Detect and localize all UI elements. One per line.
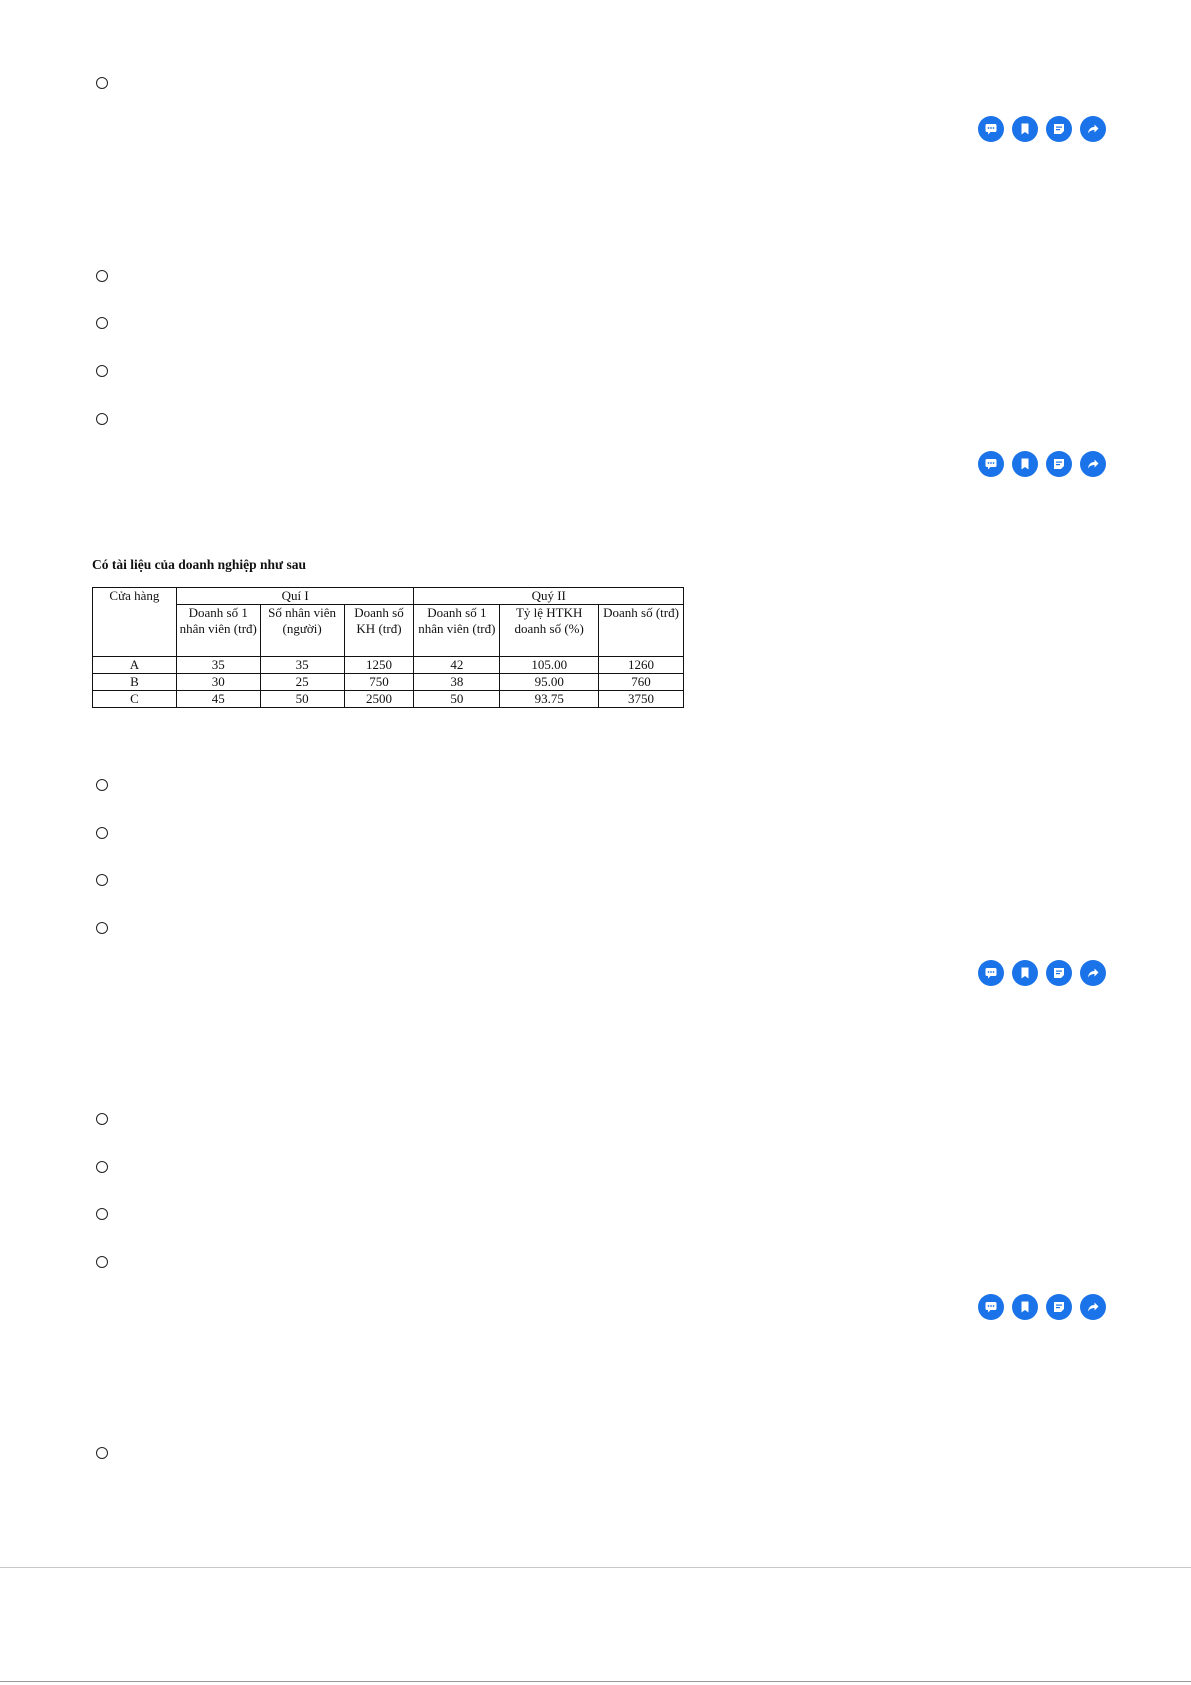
answer-radio[interactable] — [96, 874, 108, 886]
comment-button[interactable] — [978, 1294, 1004, 1320]
bookmark-button[interactable] — [1012, 116, 1038, 142]
share-button[interactable] — [1080, 1294, 1106, 1320]
note-icon — [1052, 122, 1066, 136]
table-header: Doanh số 1 nhân viên (trđ) — [176, 605, 260, 657]
bottom-edge — [0, 1681, 1191, 1682]
table-header: Doanh số KH (trđ) — [344, 605, 414, 657]
note-icon — [1052, 966, 1066, 980]
comment-icon — [984, 1300, 998, 1314]
data-table — [92, 587, 684, 708]
note-icon — [1052, 457, 1066, 471]
table-cell: 42 — [414, 657, 500, 674]
table-cell: 50 — [414, 691, 500, 708]
comment-icon — [984, 966, 998, 980]
answer-radio[interactable] — [96, 77, 108, 89]
table-header: Tỷ lệ HTKH doanh số (%) — [500, 605, 599, 657]
question-actions — [978, 451, 1106, 477]
table-header-row — [93, 588, 684, 605]
table-row — [93, 691, 684, 708]
question-actions — [978, 116, 1106, 142]
table-cell: 1250 — [344, 657, 414, 674]
note-button[interactable] — [1046, 960, 1072, 986]
share-button[interactable] — [1080, 451, 1106, 477]
table-cell: 35 — [176, 657, 260, 674]
question-actions — [978, 960, 1106, 986]
note-button[interactable] — [1046, 116, 1072, 142]
table-cell: A — [93, 657, 177, 674]
answer-radio[interactable] — [96, 1447, 108, 1459]
share-button[interactable] — [1080, 116, 1106, 142]
answer-radio[interactable] — [96, 1208, 108, 1220]
table-subheader-row — [93, 605, 684, 657]
table-header: Số nhân viên (người) — [260, 605, 344, 657]
share-icon — [1086, 966, 1100, 980]
table-cell: 105.00 — [500, 657, 599, 674]
comment-icon — [984, 457, 998, 471]
share-button[interactable] — [1080, 960, 1106, 986]
table-cell: 25 — [260, 674, 344, 691]
comment-icon — [984, 122, 998, 136]
bookmark-icon — [1018, 966, 1032, 980]
table-cell: 95.00 — [500, 674, 599, 691]
table-cell: 50 — [260, 691, 344, 708]
table-cell: 3750 — [599, 691, 684, 708]
note-button[interactable] — [1046, 451, 1072, 477]
share-icon — [1086, 457, 1100, 471]
table-row — [93, 657, 684, 674]
table-header: Quí I — [176, 588, 414, 605]
table-cell: 45 — [176, 691, 260, 708]
answer-radio[interactable] — [96, 1113, 108, 1125]
page-divider — [0, 1567, 1191, 1568]
answer-radio[interactable] — [96, 365, 108, 377]
comment-button[interactable] — [978, 960, 1004, 986]
share-icon — [1086, 1300, 1100, 1314]
table-cell: B — [93, 674, 177, 691]
answer-radio[interactable] — [96, 1256, 108, 1268]
table-cell: 35 — [260, 657, 344, 674]
table-header: Doanh số 1 nhân viên (trđ) — [414, 605, 500, 657]
table-cell: 750 — [344, 674, 414, 691]
question-actions — [978, 1294, 1106, 1320]
table-header: Cửa hàng — [93, 588, 177, 657]
answer-radio[interactable] — [96, 317, 108, 329]
bookmark-button[interactable] — [1012, 1294, 1038, 1320]
table-cell: 38 — [414, 674, 500, 691]
table-row — [93, 674, 684, 691]
bookmark-button[interactable] — [1012, 960, 1038, 986]
table-cell: 760 — [599, 674, 684, 691]
note-icon — [1052, 1300, 1066, 1314]
bookmark-icon — [1018, 457, 1032, 471]
table-cell: 1260 — [599, 657, 684, 674]
table-header: Quý II — [414, 588, 684, 605]
bookmark-icon — [1018, 122, 1032, 136]
table-cell: 93.75 — [500, 691, 599, 708]
answer-radio[interactable] — [96, 922, 108, 934]
bookmark-icon — [1018, 1300, 1032, 1314]
note-button[interactable] — [1046, 1294, 1072, 1320]
share-icon — [1086, 122, 1100, 136]
answer-radio[interactable] — [96, 413, 108, 425]
table-header: Doanh số (trđ) — [599, 605, 684, 657]
document-title: Có tài liệu của doanh nghiệp như sau — [92, 557, 307, 572]
answer-radio[interactable] — [96, 270, 108, 282]
answer-radio[interactable] — [96, 1161, 108, 1173]
table-cell: 2500 — [344, 691, 414, 708]
table-cell: C — [93, 691, 177, 708]
bookmark-button[interactable] — [1012, 451, 1038, 477]
answer-radio[interactable] — [96, 779, 108, 791]
comment-button[interactable] — [978, 451, 1004, 477]
comment-button[interactable] — [978, 116, 1004, 142]
answer-radio[interactable] — [96, 827, 108, 839]
table-cell: 30 — [176, 674, 260, 691]
